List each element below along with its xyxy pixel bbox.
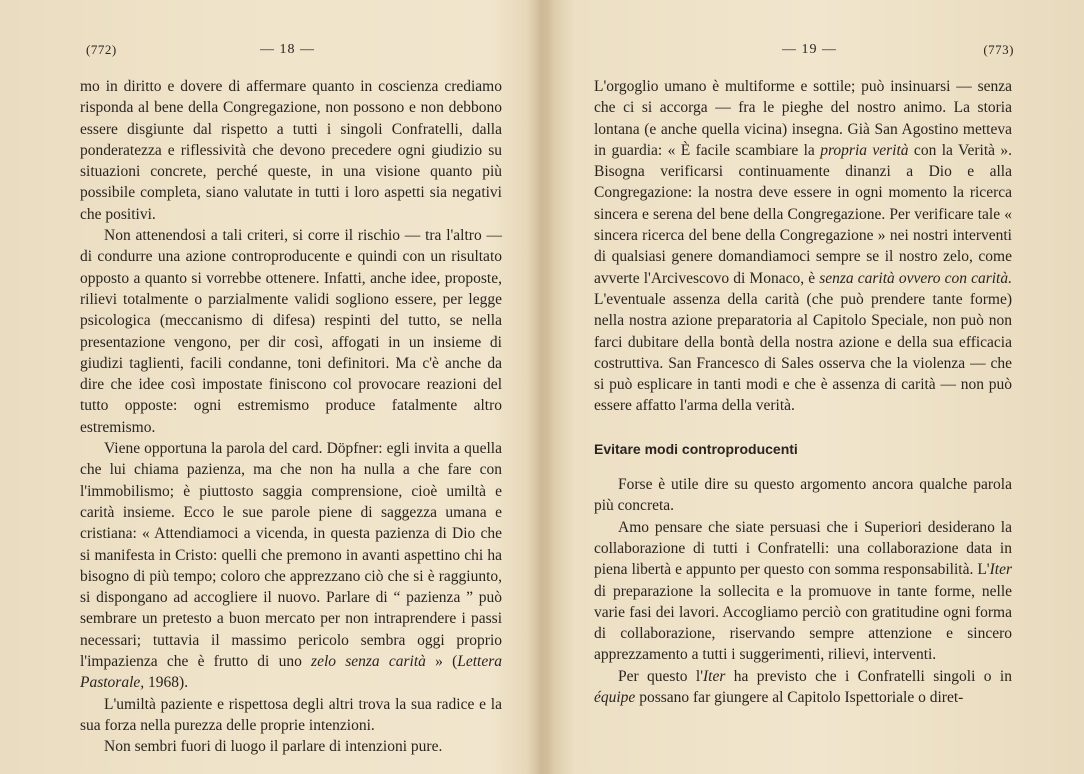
italic-iter-2: Iter <box>703 667 726 685</box>
italic-senza-carita: senza carità ovvero con carità. <box>819 269 1012 287</box>
right-paragraph-4 <box>594 666 1012 709</box>
right-paragraph-1-part-3: L'eventuale assenza della carità (che può prendere tante forme) nella nostra azione preparatoria al Capitolo Speciale, non può non farci dubitare della bontà della nostra azione e della sua efficacia costruttiva. San Francesco di Sales osserva che la violenza — che si può esplicare in tanti modi e che è assenza di carità — non può essere affatto l'arma della verità. <box>594 290 1012 415</box>
left-page-header <box>80 42 502 62</box>
right-paragraph-3-part-2: di preparazione la sollecita e la promuove in tante forme, nelle varie fasi dei lavori. Accogliamo perciò con gratitudine ogni forma di collaborazione, riservando sempre attenzione e sincero apprezzamento a tutti i suggerimenti, rilievi, interventi. <box>594 582 1012 664</box>
right-paragraph-1-part-2: con la Verità ». Bisogna verificarsi continuamente dinanzi a Dio e alla Congregazione: la nostra deve essere in ogni momento la ricerca sincera e serena del bene della Congregazione. Per verificare tale « sincera ricerca del bene della Congregazione » nei nostri interventi di qualsiasi genere domandiamoci sempre se il nostro zelo, come avverte l'Arcivescovo di Monaco, è <box>594 141 1013 287</box>
left-paragraph-2: Non attenendosi a tali criteri, si corre il rischio — tra l'altro — di condurre una azione controproducente e quindi con un risultato opposto a quanto si vorrebbe ottenere. Infatti, anche idee, proposte, rilievi totalmente o parzialmente validi sogliono essere, per legge psicologica (meccanismo di difesa) respinti del tutto, se nella presentazione vengono, per dir così, affogati in un insieme di giudizi taglienti, facili condanne, toni definitori. Ma c'è anche da dire che idee così impostate finiscono col provocare reazioni del tutto opposte: ogni estremismo produce fatalmente altro estremismo. <box>80 227 502 436</box>
left-paragraph-4: L'umiltà paziente e rispettosa degli altri trova la sua radice e la sua forza nella purezza delle proprie intenzioni. <box>80 695 502 734</box>
quote-closing: » ( <box>425 653 458 671</box>
right-page <box>594 0 1012 774</box>
left-paragraph-3-text: Viene opportuna la parola del card. Döpfner: egli invita a quella che lui chiama pazienza, ma che non ha nulla a che fare con l'immobilismo; è piuttosto saggia comprensione, cioè umiltà e carità insieme. Ecco le sue parole piene di saggezza umana e cristiana: « Attendiamoci a vicenda, in questa pazienza di Dio che si manifesta in Cristo: quelli che premono in avanti aspettino chi ha bisogno di più tempo; coloro che apprezzano ciò che si è raggiunto, si dispongano ad accogliere il nuovo. Parlare di “ pazienza ” può sembrare un pretesto a buon mercato per non intraprendere i passi necessari; tuttavia il massimo pericolo sembra oggi proprio l'impazienza che è frutto di uno <box>80 440 502 671</box>
section-heading: Evitare modi controproducenti <box>594 440 798 457</box>
right-paragraph-4-part-2: ha previsto che i Confratelli singoli o in <box>725 667 1012 685</box>
right-page-body <box>594 76 1012 708</box>
italic-equipe: équipe <box>594 689 636 707</box>
right-paragraph-3 <box>594 517 1012 666</box>
right-paragraph-2: Forse è utile dire su questo argomento ancora qualche parola più concreta. <box>594 476 1012 515</box>
left-page <box>80 0 502 774</box>
right-paragraph-4-part-3: possano far giungere al Capitolo Ispettoriale o diret- <box>635 689 964 707</box>
right-paragraph-1-part-1: L'orgoglio umano è multiforme e sottile; può insinuarsi — senza che ci si accorga — fra le pieghe del nostro animo. La storia lontana (e anche quella vicina) insegna. Già San Agostino metteva in guardia: « È facile scambiare la <box>594 78 1012 159</box>
left-folio: (772) <box>86 42 117 57</box>
quote-source-title: Lettera Pastorale, <box>80 653 503 692</box>
right-paragraph-3-part-1: Amo pensare che siate persuasi che i Superiori desiderano la collaborazione di tutti i Confratelli: una collaborazione data in piena libertà e appunto per questo con somma responsabilità. L' <box>594 518 1012 579</box>
right-paragraph-1 <box>594 76 1012 417</box>
right-page-header <box>594 42 1012 62</box>
left-page-body <box>80 76 502 758</box>
left-paragraph-1: mo in diritto e dovere di affermare quanto in coscienza crediamo risponda al bene della Congregazione, non possono e non debbono essere disgiunte dal rispetto a tutti i singoli Confratelli, dalla ponderatezza e riflessività che devono precedere ogni giudizio su situazioni concrete, perché queste, in una visione quanto più possibile completa, siano valutate in tutti i loro aspetti sia negativi che positivi. <box>80 78 502 223</box>
left-paragraph-3 <box>80 438 502 694</box>
left-paragraph-5: Non sembri fuori di luogo il parlare di intenzioni pure. <box>104 738 443 756</box>
right-page-number: — 19 — <box>782 42 837 57</box>
italic-iter: Iter <box>989 561 1012 579</box>
quote-source-year: 1968). <box>144 674 189 692</box>
italic-propria-verita: propria verità <box>820 141 909 159</box>
book-gutter <box>528 0 554 774</box>
quote-italic-zelo: zelo senza carità <box>311 653 426 671</box>
right-folio: (773) <box>983 42 1014 57</box>
right-paragraph-4-part-1: Per questo l' <box>618 667 703 685</box>
left-page-number: — 18 — <box>260 42 315 57</box>
